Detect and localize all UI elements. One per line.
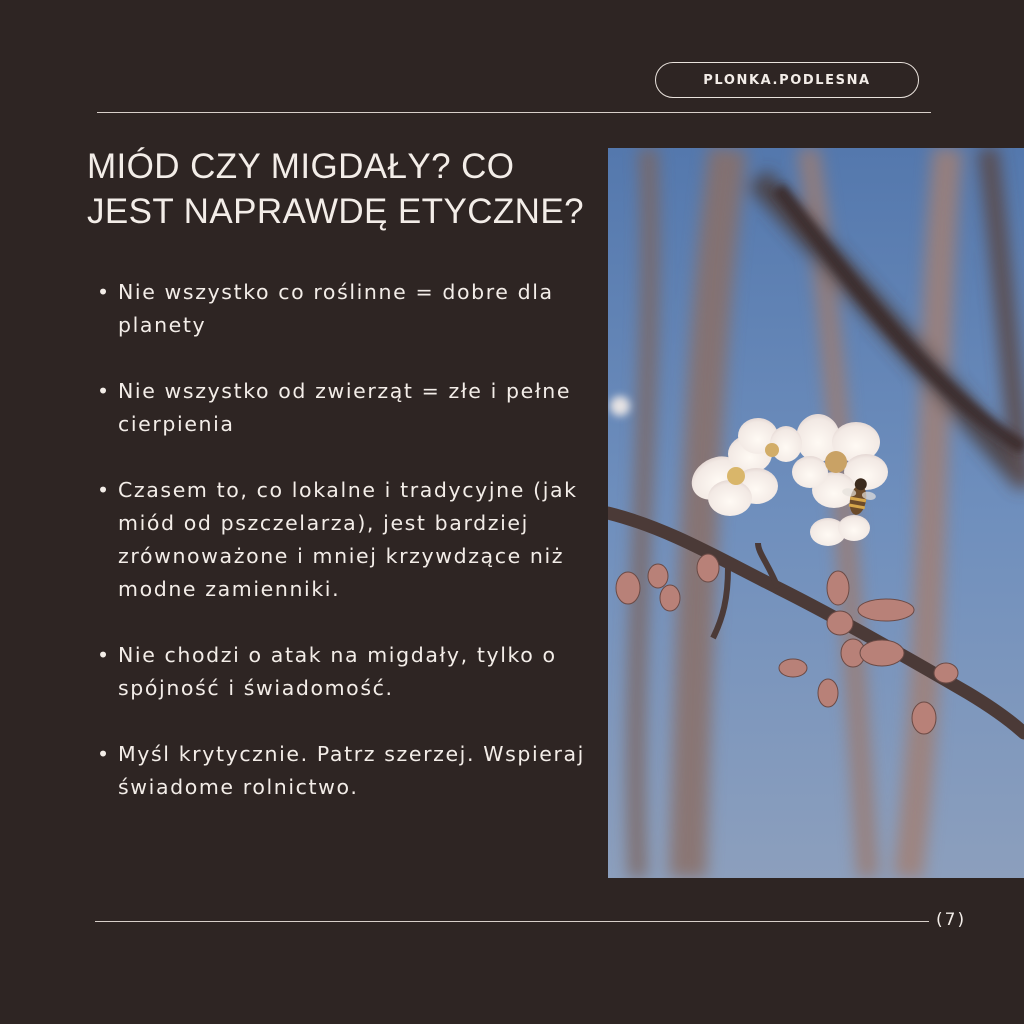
bullet-item: • Myśl krytycznie. Patrz szerzej. Wspieraj świadome rolnictwo. — [95, 738, 585, 804]
bottom-divider — [95, 921, 929, 922]
top-divider — [97, 112, 931, 113]
bullet-list — [95, 276, 585, 837]
account-handle-badge — [655, 62, 919, 98]
page-number: (7) — [936, 910, 967, 930]
page-title: MIÓD CZY MIGDAŁY? CO JEST NAPRAWDĘ ETYCZNE? — [87, 147, 584, 231]
account-handle-text: PLONKA.PODLESNA — [703, 72, 871, 88]
bullet-item: • Czasem to, co lokalne i tradycyjne (jak miód od pszczelarza), jest bardziej zrównoważone i mniej krzywdzące niż modne zamienniki. — [95, 474, 585, 606]
bullet-item: • Nie wszystko od zwierząt = złe i pełne cierpienia — [95, 375, 585, 441]
almond-blossom-photo — [608, 148, 1024, 878]
bullet-item: • Nie wszystko co roślinne = dobre dla planety — [95, 276, 585, 342]
bullet-item: • Nie chodzi o atak na migdały, tylko o spójność i świadomość. — [95, 639, 585, 705]
